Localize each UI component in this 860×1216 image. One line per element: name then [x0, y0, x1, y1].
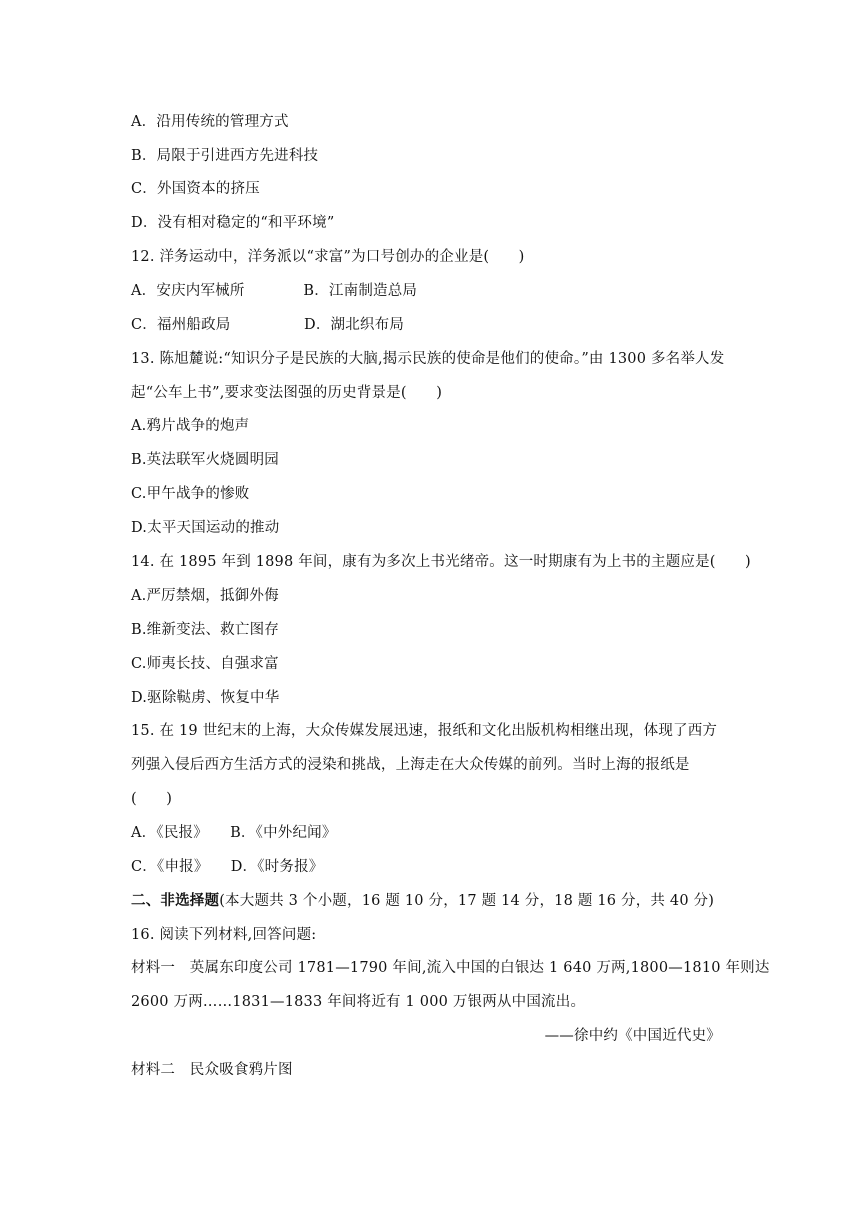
- q13-option-d: D.太平天国运动的推动: [131, 520, 280, 536]
- q14-option-d: D.驱除鞑虏、恢复中华: [131, 690, 280, 706]
- q15-options-ab: A．《民报》 B．《中外纪闻》: [131, 825, 337, 841]
- q13-option-c: C.甲午战争的惨败: [131, 486, 250, 502]
- section2-note: (本大题共 3 个小题，16 题 10 分，17 题 14 分，18 题 16 分，共 40 分): [219, 893, 715, 909]
- q13-option-a: A.鸦片战争的炮声: [131, 418, 250, 434]
- q12-options-cd: C．福州船政局 D．湖北织布局: [131, 317, 405, 333]
- q13-stem-line2: 起“公车上书”,要求变法图强的历史背景是( ): [131, 385, 443, 401]
- q14-option-c: C.师夷长技、自强求富: [131, 656, 279, 672]
- q15-stem-line2: 列强入侵后西方生活方式的浸染和挑战，上海走在大众传媒的前列。当时上海的报纸是: [131, 757, 690, 773]
- q11-option-b: B．局限于引进西方先进科技: [131, 148, 319, 164]
- q14-option-b: B.维新变法、救亡图存: [131, 622, 279, 638]
- q14-stem: 14. 在 1895 年到 1898 年间，康有为多次上书光绪帝。这一时期康有为上书的主题应是( ): [131, 554, 751, 570]
- section2-title: 二、非选择题: [131, 892, 220, 909]
- q13-option-b: B.英法联军火烧圆明园: [131, 452, 279, 468]
- material2-title: 材料二 民众吸食鸦片图: [131, 1062, 293, 1078]
- q14-option-a: A.严厉禁烟，抵御外侮: [131, 588, 279, 604]
- q13-stem-line1: 13. 陈旭麓说:“知识分子是民族的大脑,揭示民族的使命是他们的使命。”由 1300 多名举人发: [131, 351, 725, 367]
- q15-stem-line1: 15. 在 19 世纪末的上海，大众传媒发展迅速，报纸和文化出版机构相继出现，体现了西方: [131, 723, 718, 739]
- q16-stem: 16. 阅读下列材料,回答问题:: [131, 927, 317, 943]
- material1-source: ——徐中约《中国近代史》: [544, 1028, 721, 1044]
- q15-options-cd: C．《申报》 D．《时务报》: [131, 859, 324, 875]
- q11-option-a: A．沿用传统的管理方式: [131, 114, 289, 130]
- q15-stem-line3: ( ): [131, 791, 173, 807]
- q11-option-d: D．没有相对稳定的“和平环境”: [131, 215, 335, 231]
- q12-stem: 12. 洋务运动中，洋务派以“求富”为口号创办的企业是( ): [131, 249, 525, 265]
- material1-line2: 2600 万两……1831—1833 年间将近有 1 000 万银两从中国流出。: [131, 994, 586, 1010]
- material1-line1: 材料一 英属东印度公司 1781—1790 年间,流入中国的白银达 1 640 万两,1800—1810 年则达: [131, 960, 770, 976]
- q11-option-c: C．外国资本的挤压: [131, 181, 260, 197]
- section2-heading: [131, 891, 714, 911]
- q12-options-ab: A．安庆内军械所 B．江南制造总局: [131, 283, 418, 299]
